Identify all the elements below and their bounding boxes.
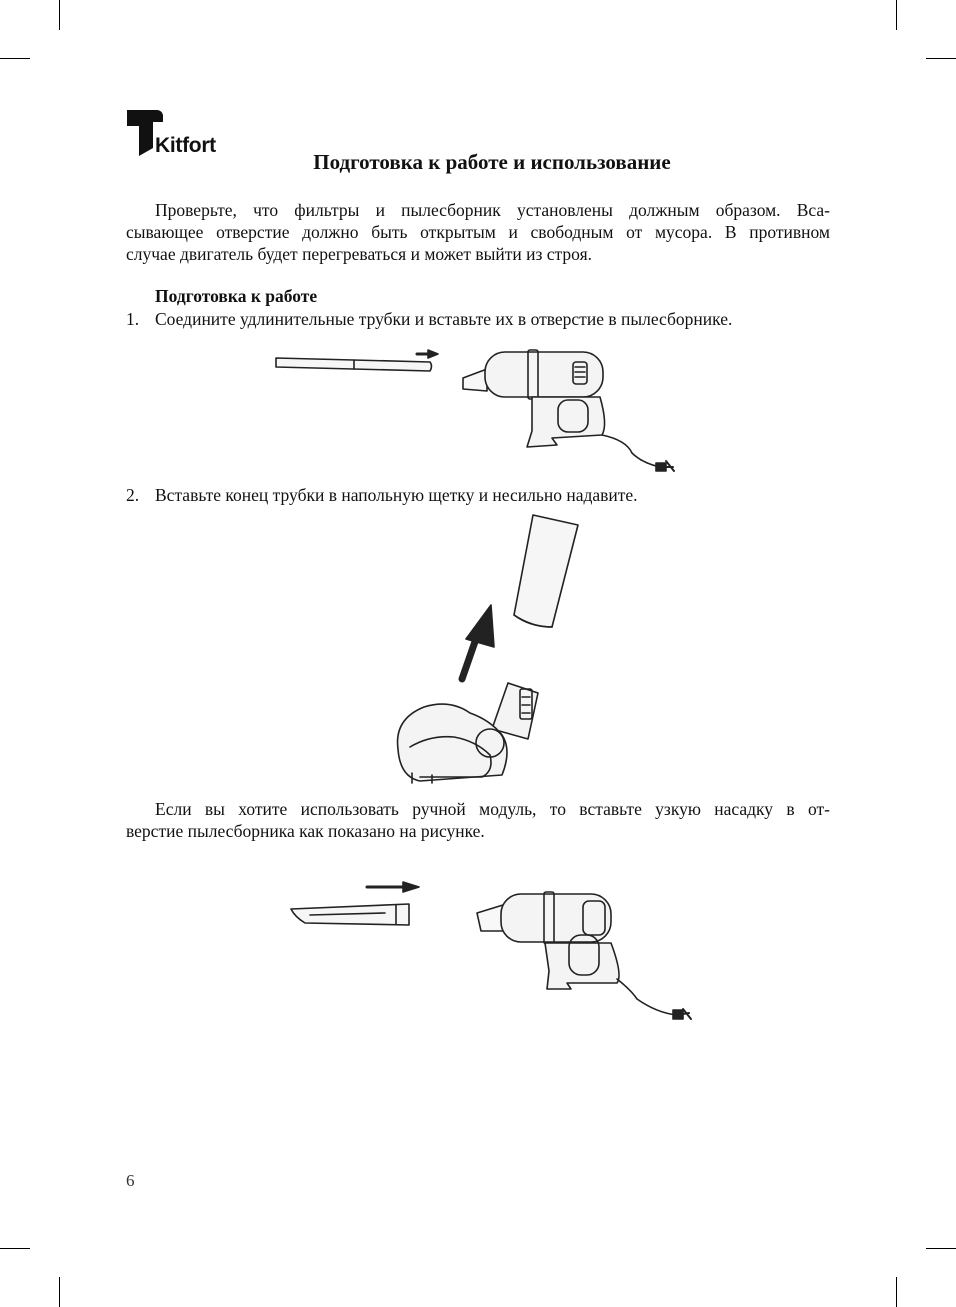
handheld-line: Если вы хотите использовать ручной модуль, то вставьте узкую насадку в от- — [155, 799, 830, 819]
intro-paragraph — [126, 199, 830, 265]
intro-line: случае двигатель будет перегреваться и может выйти из строя. — [126, 244, 593, 264]
extension-tube — [276, 358, 432, 371]
step-number: 2. — [126, 485, 140, 505]
page-number: 6 — [126, 1171, 135, 1190]
floor-brush-illustration — [390, 515, 590, 785]
arrow-right-icon — [367, 882, 419, 892]
crop-mark — [59, 0, 60, 30]
arrow-up-icon — [462, 605, 494, 679]
handheld-line: верстие пылесборника как показано на рисунке. — [126, 821, 485, 841]
intro-line: Проверьте, что фильтры и пылесборник установлены должным образом. Вса- — [155, 200, 830, 220]
crop-mark — [896, 0, 897, 30]
extension-tube — [514, 515, 578, 627]
handheld-unit — [463, 350, 674, 471]
handheld-paragraph — [126, 798, 830, 842]
crop-mark — [926, 1248, 956, 1249]
step-text: Соедините удлинительные трубки и вставьте их в отверстие в пылесборнике. — [155, 309, 733, 329]
crop-mark — [0, 58, 30, 59]
tube-connection-illustration — [270, 345, 700, 480]
handheld-unit — [477, 892, 691, 1019]
crop-mark — [0, 1248, 30, 1249]
crop-mark — [926, 58, 956, 59]
crop-mark — [896, 1277, 897, 1307]
arrow-right-icon — [417, 350, 438, 358]
step-number: 1. — [126, 309, 140, 329]
step-text: Вставьте конец трубки в напольную щетку и несильно надавите. — [155, 485, 638, 505]
crevice-nozzle-illustration — [285, 875, 705, 1030]
crop-mark — [59, 1277, 60, 1307]
page-title: Подготовка к работе и использование — [313, 150, 671, 174]
brand-name: Kitfort — [155, 134, 216, 157]
section-subheading: Подготовка к работе — [155, 286, 318, 306]
intro-line: сывающее отверстие должно быть открытым и свободным от мусора. В противном — [126, 222, 830, 242]
crevice-nozzle — [291, 904, 409, 925]
floor-brush — [398, 683, 538, 783]
